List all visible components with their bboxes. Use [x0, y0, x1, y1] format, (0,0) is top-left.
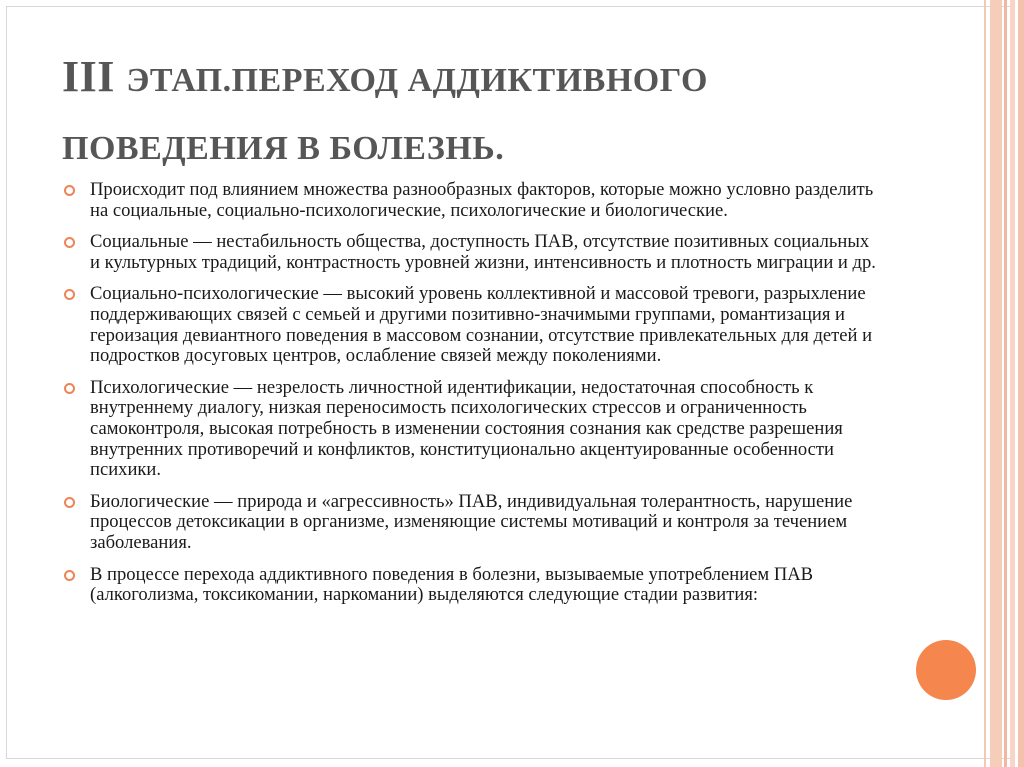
bullet-circle-icon — [64, 289, 75, 300]
bullet-circle-icon — [64, 237, 75, 248]
bullet-circle-icon — [64, 497, 75, 508]
list-item — [62, 180, 882, 221]
bullet-circle-icon — [64, 185, 75, 196]
list-item — [62, 492, 882, 554]
title-line-1-prefix: III — [62, 52, 127, 101]
decorative-stripes — [984, 0, 1024, 767]
list-item-text: Социально-психологические — высокий уровень коллективной и массовой тревоги, разрыхление поддерживающих связей с семьей и другими позитивно-значимыми группами, романтизация и героизация девиантного поведения в массовом сознании, отсутствие привлекательных для детей и подростков досуговых центров, ослабление связей между поколениями. — [90, 283, 873, 367]
stripe — [984, 0, 986, 767]
stripe — [990, 0, 1002, 767]
list-item — [62, 378, 882, 481]
list-item — [62, 565, 882, 606]
list-item-text: Биологические — природа и «агрессивность» ПАВ, индивидуальная толерантность, нарушение процессов детоксикации в организме, изменяющие системы мотиваций и контроля за течением заболевания. — [90, 490, 853, 553]
bullet-list — [62, 180, 882, 617]
stripe — [1010, 0, 1015, 767]
list-item-text: Психологические — незрелость личностной идентификации, недостаточная способность к внутреннему диалогу, низкая переносимость психологических стрессов и ограниченность самоконтроля, высокая потребность в изменении состояния сознания как средстве разрешения внутренних противоречий и конфликтов, конституционально акцентуированные особенности психики. — [90, 376, 843, 481]
stripe — [1018, 0, 1024, 767]
list-item-text: Происходит под влиянием множества разнообразных факторов, которые можно условно разделить на социальные, социально-психологические, психологические и биологические. — [90, 179, 874, 221]
slide-title — [62, 46, 902, 180]
title-line-1-rest: ЭТАП.ПЕРЕХОД АДДИКТИВНОГО — [126, 62, 708, 99]
decorative-orange-circle — [916, 640, 976, 700]
list-item — [62, 232, 882, 273]
list-item — [62, 284, 882, 366]
stripe — [1004, 0, 1007, 767]
bullet-circle-icon — [64, 570, 75, 581]
list-item-text: В процессе перехода аддиктивного поведения в болезни, вызываемые употреблением ПАВ (алкоголизма, токсикомании, наркомании) выделяются следующие стадии развития: — [90, 563, 814, 606]
title-line-1 — [62, 46, 902, 118]
bullet-circle-icon — [64, 383, 75, 394]
list-item-text: Социальные — нестабильность общества, доступность ПАВ, отсутствие позитивных социальных и культурных традиций, контрастность уровней жизни, интенсивность и плотность миграции и др. — [90, 231, 876, 273]
title-line-2: ПОВЕДЕНИЯ В БОЛЕЗНЬ. — [62, 130, 505, 167]
